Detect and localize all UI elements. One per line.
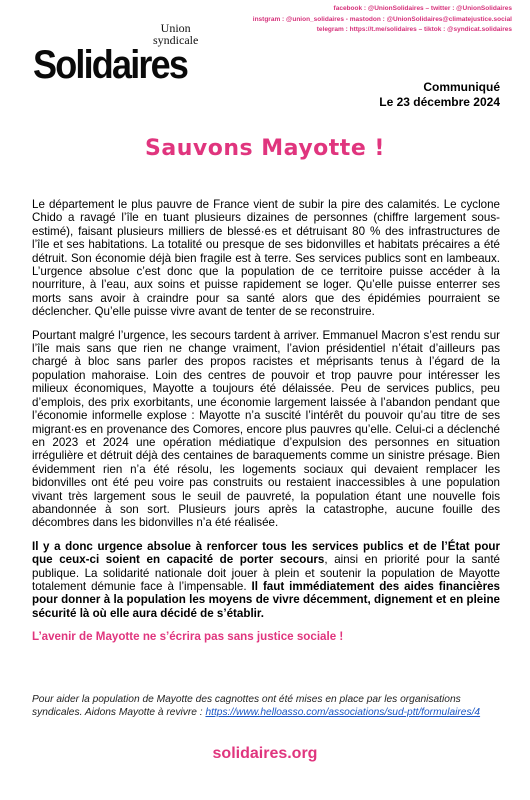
paragraph-3-bold-2: Il faut immédiatement des aides financières pour donner à la population les moyens de vivre décemment, dignement et en pleine sécurité là où elle aura décidé de s’établir. xyxy=(32,579,500,620)
logo-subtitle: Union syndicale xyxy=(153,21,199,47)
paragraph-3-bold-1: Il y a donc urgence absolue à renforcer tous les services publics et de l’État pour que ceux-ci soient en capacité de porter secours xyxy=(32,539,500,567)
page-title: Sauvons Mayotte ! xyxy=(145,136,385,161)
logo-name: Solidaires xyxy=(33,43,188,87)
social-line-2: instgram : @union_solidaires - mastodon : @UnionSolidaires@climatejustice.social xyxy=(252,15,512,23)
social-line-3: telegram : https://t.me/solidaires – tiktok : @syndicat.solidaires xyxy=(316,26,512,33)
donation-note-text: Pour aider la population de Mayotte des cagnottes ont été mises en place par les organisations syndicales. Aidons Mayotte à revivre : xyxy=(32,694,461,718)
solidaires-logo xyxy=(33,21,203,87)
communique-date: Le 23 décembre 2024 xyxy=(379,95,500,109)
paragraph-3 xyxy=(32,540,500,620)
slogan: L’avenir de Mayotte ne s’écrira pas sans justice sociale ! xyxy=(32,630,344,644)
communique-label: Communiqué xyxy=(423,80,500,94)
paragraph-1: Le département le plus pauvre de France vient de subir la pire des calamités. Le cyclone Chido a ravagé l’île en tuant plusieurs dizaines de personnes (chiffre largement sous-estimé), faisant plusieurs milliers de blessé·es et détruisant 80 % des infrastructures de l’île et ses habitations. La totalité ou presque de ses bidonvilles et habitats précaires a été détruit. Son économie déjà bien fragile est à terre. Ses services publics sont en lambeaux. L’urgence absolue c’est donc que la population de ce territoire puisse accéder à la nourriture, à l’eau, aux soins et puisse rapidement se loger. Qu’elle puisse enterrer ses morts sans avoir à craindre pour sa santé alors que des épidémies pourraient se déclencher. Qu’elle puisse vivre avant de tenter de se reconstruire. xyxy=(32,198,500,319)
social-line-1: facebook : @UnionSolidaires – twitter : @UnionSolidaires xyxy=(333,5,512,12)
paragraph-2: Pourtant malgré l’urgence, les secours tardent à arriver. Emmanuel Macron s’est rendu sur l’île mais sans que rien ne change vraiment, l’avion présidentiel n’était d’ailleurs pas chargé à bloc sans parler des propos racistes et méprisants tenus à l’égard de la population mahoraise. Loin des centres de pouvoir et trop pauvre pour intéresser les milieux économiques, Mayotte a toujours été délaissée. Peu de services publics, peu d’emplois, des prix exorbitants, une économie largement laissée à l’abandon pendant que l’économie informelle explose : Mayotte n’a suscité l’intérêt du pouvoir qu’au titre de ses migrant·es en provenance des Comores, encore plus pauvres qu’elle. Celui-ci a déclenché en 2023 et 2024 une opération médiatique d’expulsion des personnes en situation irrégulière et détruit déjà des centaines de baraquements comme un sinistre présage. Bien évidemment rien n’a été résolu, les logements sociaux qui devaient remplacer les bidonvilles ont été peu voire pas construits ou restaient inaccessibles à une population vivant très largement sous le seuil de pauvreté, la population étant une nouvelle fois abandonnée à son sort. Plusieurs jours après la catastrophe, aucune fouille des décombres dans les bidonvilles n’a été réalisée. xyxy=(32,328,500,530)
paragraph-3-text: , ainsi en priorité pour la santé publique. La solidarité nationale doit jouer à plein et soutenir la population de Mayotte totalement démunie face à l’impensable. xyxy=(32,553,500,593)
donation-note xyxy=(32,693,504,719)
social-links xyxy=(212,4,512,36)
communique-header xyxy=(379,80,500,110)
body-text xyxy=(32,198,500,654)
footer-website[interactable]: solidaires.org xyxy=(212,745,318,762)
donation-link[interactable]: https://www.helloasso.com/associations/sud-ptt/formulaires/4 xyxy=(205,707,481,718)
